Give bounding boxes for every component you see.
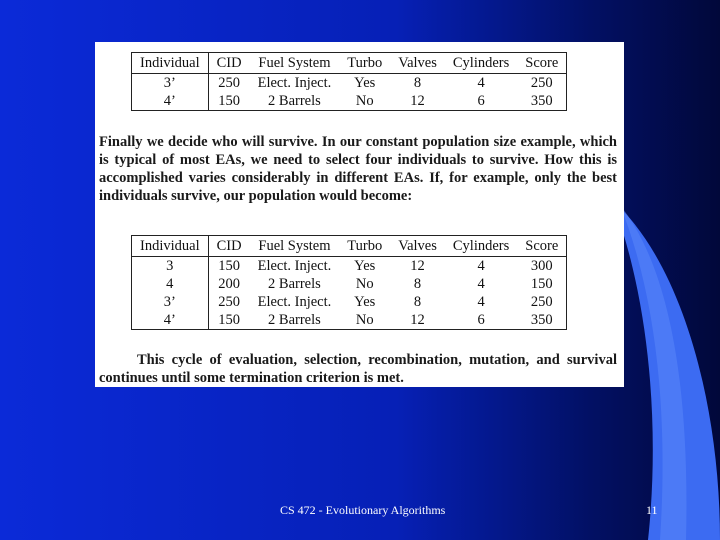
- cell-cylinders: 4: [477, 294, 485, 310]
- cell-score: 350: [517, 311, 567, 330]
- col-header: CID: [216, 55, 242, 71]
- cell-cid: 200: [218, 276, 240, 292]
- cell-score: 150: [517, 275, 567, 293]
- footer-title: CS 472 - Evolutionary Algorithms: [280, 503, 446, 517]
- col-header: Fuel System: [258, 55, 331, 71]
- table-before-survival: [131, 52, 567, 111]
- cell-valves: 12: [410, 93, 425, 109]
- cell-individual: 4’: [132, 311, 209, 330]
- col-header: Turbo: [347, 238, 383, 254]
- table-row: [132, 257, 567, 276]
- cell-fuel: 2 Barrels: [268, 312, 321, 328]
- col-header: Score: [517, 236, 567, 257]
- cell-individual: 3’: [132, 293, 209, 311]
- col-header: Individual: [132, 53, 209, 74]
- table-header-row: [132, 53, 567, 74]
- col-header: Fuel System: [258, 238, 331, 254]
- cell-cid: 150: [218, 93, 240, 109]
- cell-turbo: Yes: [354, 258, 376, 274]
- col-header: Valves: [398, 55, 437, 71]
- cell-turbo: No: [355, 276, 374, 292]
- cell-fuel: Elect. Inject.: [257, 258, 332, 274]
- table-row: [132, 74, 567, 93]
- table-row: [132, 275, 567, 293]
- cell-fuel: Elect. Inject.: [257, 294, 332, 310]
- document-image: [95, 42, 624, 387]
- cell-cylinders: 6: [477, 312, 485, 328]
- col-header: Individual: [132, 236, 209, 257]
- cell-score: 250: [517, 74, 567, 93]
- col-header: Cylinders: [452, 55, 510, 71]
- table-row: [132, 92, 567, 111]
- col-header: Turbo: [347, 55, 383, 71]
- cell-fuel: 2 Barrels: [268, 276, 321, 292]
- col-header: Cylinders: [452, 238, 510, 254]
- cell-fuel: Elect. Inject.: [257, 75, 332, 91]
- cell-individual: 4: [132, 275, 209, 293]
- cell-cid: 150: [218, 312, 240, 328]
- table-row: [132, 311, 567, 330]
- cell-cylinders: 4: [477, 258, 485, 274]
- cell-score: 300: [517, 257, 567, 276]
- cell-cylinders: 4: [477, 276, 485, 292]
- paragraph-cycle: This cycle of evaluation, selection, recombination, mutation, and survival continues until some termination criterion is met.: [99, 352, 617, 386]
- table-after-survival: [131, 235, 567, 330]
- col-header: CID: [216, 238, 242, 254]
- cell-cid: 250: [218, 75, 240, 91]
- col-header: Score: [517, 53, 567, 74]
- cell-valves: 8: [413, 294, 422, 310]
- cell-valves: 8: [413, 75, 422, 91]
- paragraph-survival: Finally we decide who will survive. In our constant population size example, which is typical of most EAs, we need to select four individuals to survive. How this is accomplished varies considerably in different EAs. If, for example, only the best individuals survive, our population would become:: [99, 134, 617, 204]
- col-header: Valves: [398, 238, 437, 254]
- cell-individual: 3’: [132, 74, 209, 93]
- cell-individual: 3: [132, 257, 209, 276]
- cell-cid: 250: [218, 294, 240, 310]
- cell-turbo: Yes: [354, 294, 376, 310]
- cell-valves: 12: [410, 312, 425, 328]
- page-number: 11: [646, 503, 658, 517]
- cell-turbo: No: [355, 93, 374, 109]
- cell-cid: 150: [218, 258, 240, 274]
- cell-individual: 4’: [132, 92, 209, 111]
- table-header-row: [132, 236, 567, 257]
- cell-cylinders: 4: [477, 75, 485, 91]
- cell-cylinders: 6: [477, 93, 485, 109]
- cell-turbo: Yes: [354, 75, 376, 91]
- table-row: [132, 293, 567, 311]
- cell-score: 350: [517, 92, 567, 111]
- cell-valves: 12: [410, 258, 425, 274]
- cell-fuel: 2 Barrels: [268, 93, 321, 109]
- cell-turbo: No: [355, 312, 374, 328]
- cell-valves: 8: [413, 276, 422, 292]
- cell-score: 250: [517, 293, 567, 311]
